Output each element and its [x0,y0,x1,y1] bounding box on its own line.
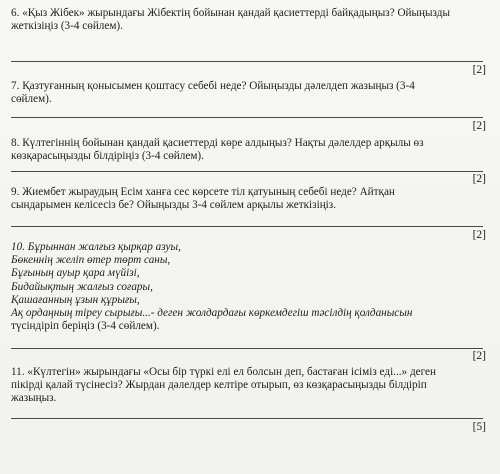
question-6 [11,7,483,33]
answer-line-10 [11,348,483,349]
question-6-line-1: 6. «Қыз Жібек» жырындағы Жібектің бойынан қандай қасиеттерді байқадыңыз? Ойыңызды [11,7,450,19]
score-11: [5] [472,421,486,433]
question-11-line-1: 11. «Күлтегін» жырындағы «Осы бір түркі елі ел болсын деп, бастаған ісіміз еді...» деген [11,366,437,378]
answer-line-9 [11,226,483,227]
question-7 [11,80,483,106]
question-9 [11,186,483,212]
question-9-line-1: 9. Жиембет жыраудың Есім ханға сес көрсете тіл қатуының себебі неде? Айтқан [11,186,395,198]
question-10-tail: түсіндіріп беріңіз (3-4 сөйлем). [11,320,160,333]
answer-line-8 [11,171,483,172]
score-6: [2] [472,64,486,76]
answer-line-7 [11,117,483,118]
poem-line-3: Бұғының ауыр қара мүйізі, [11,267,140,280]
poem-line-2: Бөкеннің желіп өтер төрт саны, [11,254,171,267]
poem-line-6: Ақ ордаңның тіреу сырығы...- деген жолдардағы көркемдегіш тәсілдің қолданысын [11,307,413,320]
score-10: [2] [472,350,486,362]
answer-line-11 [11,418,483,419]
question-8-line-1: 8. Күлтегіннің бойынан қандай қасиеттерді көре алдыңыз? Нақты дәлелдер арқылы өз [11,137,424,149]
answer-line-6 [11,61,483,62]
question-10 [11,241,483,333]
question-11-line-2: пікірді қалай түсінесіз? Жырдан дәлелдер келтіре отырып, өз көзқарасыңызды білдіріп [11,379,427,391]
question-11 [11,366,483,405]
question-7-line-2: сөйлем). [11,93,52,105]
poem-line-4: Бидайықтың жалғыз соғары, [11,280,153,293]
poem-line-1: 10. Бұрыннан жалғыз қырқар азуы, [11,241,181,253]
question-8 [11,137,483,163]
question-11-line-3: жазыңыз. [11,392,57,404]
question-7-line-1: 7. Қазтуғанның қонысымен қоштасу себебі неде? Ойыңызды дәлелдеп жазыңыз (3-4 [11,80,415,92]
question-6-line-2: жеткізіңіз (3-4 сөйлем). [11,20,123,32]
poem-line-5: Қашағанның ұзын құрығы, [11,293,140,306]
score-9: [2] [472,229,486,241]
score-8: [2] [472,173,486,185]
question-9-line-2: сындарымен келісесіз бе? Ойыңызды 3-4 сөйлем арқылы жеткізіңіз. [11,199,337,211]
score-7: [2] [472,120,486,132]
question-8-line-2: көзқарасыңызды білдіріңіз (3-4 сөйлем). [11,150,204,162]
